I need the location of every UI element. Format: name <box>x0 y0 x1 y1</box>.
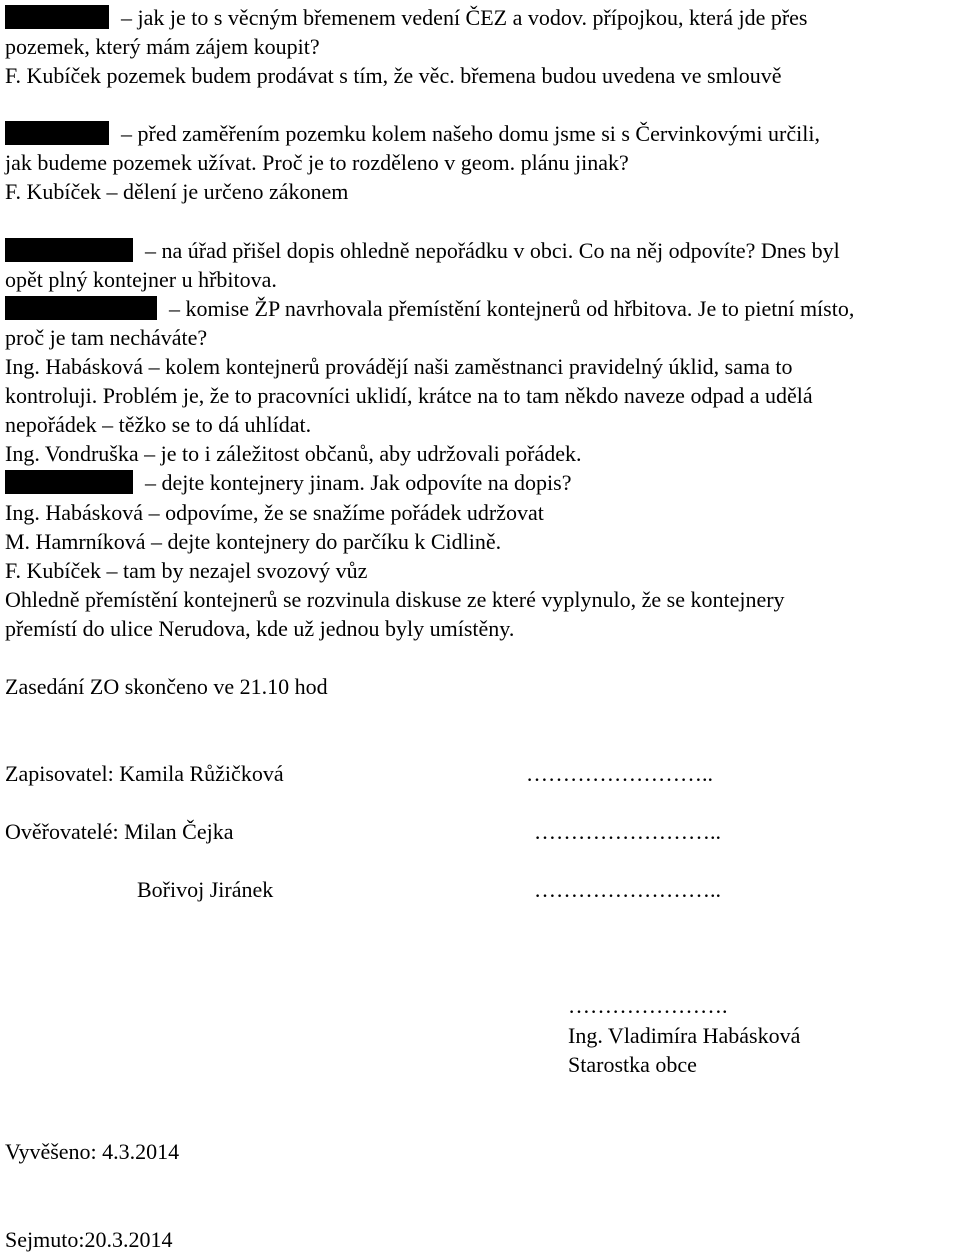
text-line: Ing. Vondruška – je to i záležitost občanů, aby udržovali pořádek. <box>5 441 582 466</box>
redacted-name <box>5 5 109 29</box>
text-line <box>5 238 840 264</box>
text-line: opět plný kontejner u hřbitova. <box>5 267 277 292</box>
redacted-name <box>5 296 157 320</box>
mayor-name: Ing. Vladimíra Habásková <box>568 1023 801 1048</box>
text-line: F. Kubíček – tam by nezajel svozový vůz <box>5 558 368 583</box>
redacted-name <box>5 470 133 494</box>
text-line: nepořádek – těžko se to dá uhlídat. <box>5 412 312 437</box>
mayor-title: Starostka obce <box>568 1052 697 1077</box>
recorder-label: Zapisovatel: Kamila Růžičková <box>5 761 284 786</box>
redacted-name <box>5 121 109 145</box>
signature-line: …………………….. <box>534 877 721 902</box>
text-line: M. Hamrníková – dejte kontejnery do parčíku k Cidlině. <box>5 529 502 554</box>
redacted-name <box>5 238 133 262</box>
text-line: přemístí do ulice Nerudova, kde už jednou byly umístěny. <box>5 616 515 641</box>
line-text: – na úřad přišel dopis ohledně nepořádku v obci. Co na něj odpovíte? Dnes byl <box>145 238 840 263</box>
text-line: pozemek, který mám zájem koupit? <box>5 34 320 59</box>
signature-line: …………………….. <box>534 819 721 844</box>
text-line: Ohledně přemístění kontejnerů se rozvinula diskuse ze které vyplynulo, že se kontejnery <box>5 587 785 612</box>
meeting-closing: Zasedání ZO skončeno ve 21.10 hod <box>5 674 328 699</box>
text-line <box>5 5 808 31</box>
signature-line: …………………….. <box>526 761 713 786</box>
line-text: – komise ŽP navrhovala přemístění kontejnerů od hřbitova. Je to pietní místo, <box>169 296 855 321</box>
line-text: – před zaměřením pozemku kolem našeho domu jsme si s Červinkovými určili, <box>121 121 820 146</box>
text-line: kontroluji. Problém je, že to pracovníci uklidí, krátce na to tam někdo naveze odpad a udělá <box>5 383 813 408</box>
text-line: Ing. Habásková – odpovíme, že se snažíme pořádek udržovat <box>5 500 544 525</box>
text-line: Ing. Habásková – kolem kontejnerů provádějí naši zaměstnanci pravidelný úklid, sama to <box>5 354 793 379</box>
text-line <box>5 296 854 322</box>
text-line: jak budeme pozemek užívat. Proč je to rozděleno v geom. plánu jinak? <box>5 150 629 175</box>
text-line: proč je tam necháváte? <box>5 325 208 350</box>
verifiers-label: Ověřovatelé: Milan Čejka <box>5 819 234 844</box>
text-line: F. Kubíček – dělení je určeno zákonem <box>5 179 349 204</box>
signature-line: …………………. <box>568 993 728 1018</box>
line-text: – jak je to s věcným břemenem vedení ČEZ a vodov. přípojkou, která jde přes <box>121 5 808 30</box>
line-text: – dejte kontejnery jinam. Jak odpovíte na dopis? <box>145 470 572 495</box>
text-line: F. Kubíček pozemek budem prodávat s tím, že věc. břemena budou uvedena ve smlouvě <box>5 63 782 88</box>
verifier-name: Bořivoj Jiránek <box>137 877 274 902</box>
text-line <box>5 121 820 147</box>
posted-date: Vyvěšeno: 4.3.2014 <box>5 1139 180 1164</box>
removed-date: Sejmuto:20.3.2014 <box>5 1227 173 1252</box>
text-line <box>5 470 571 496</box>
